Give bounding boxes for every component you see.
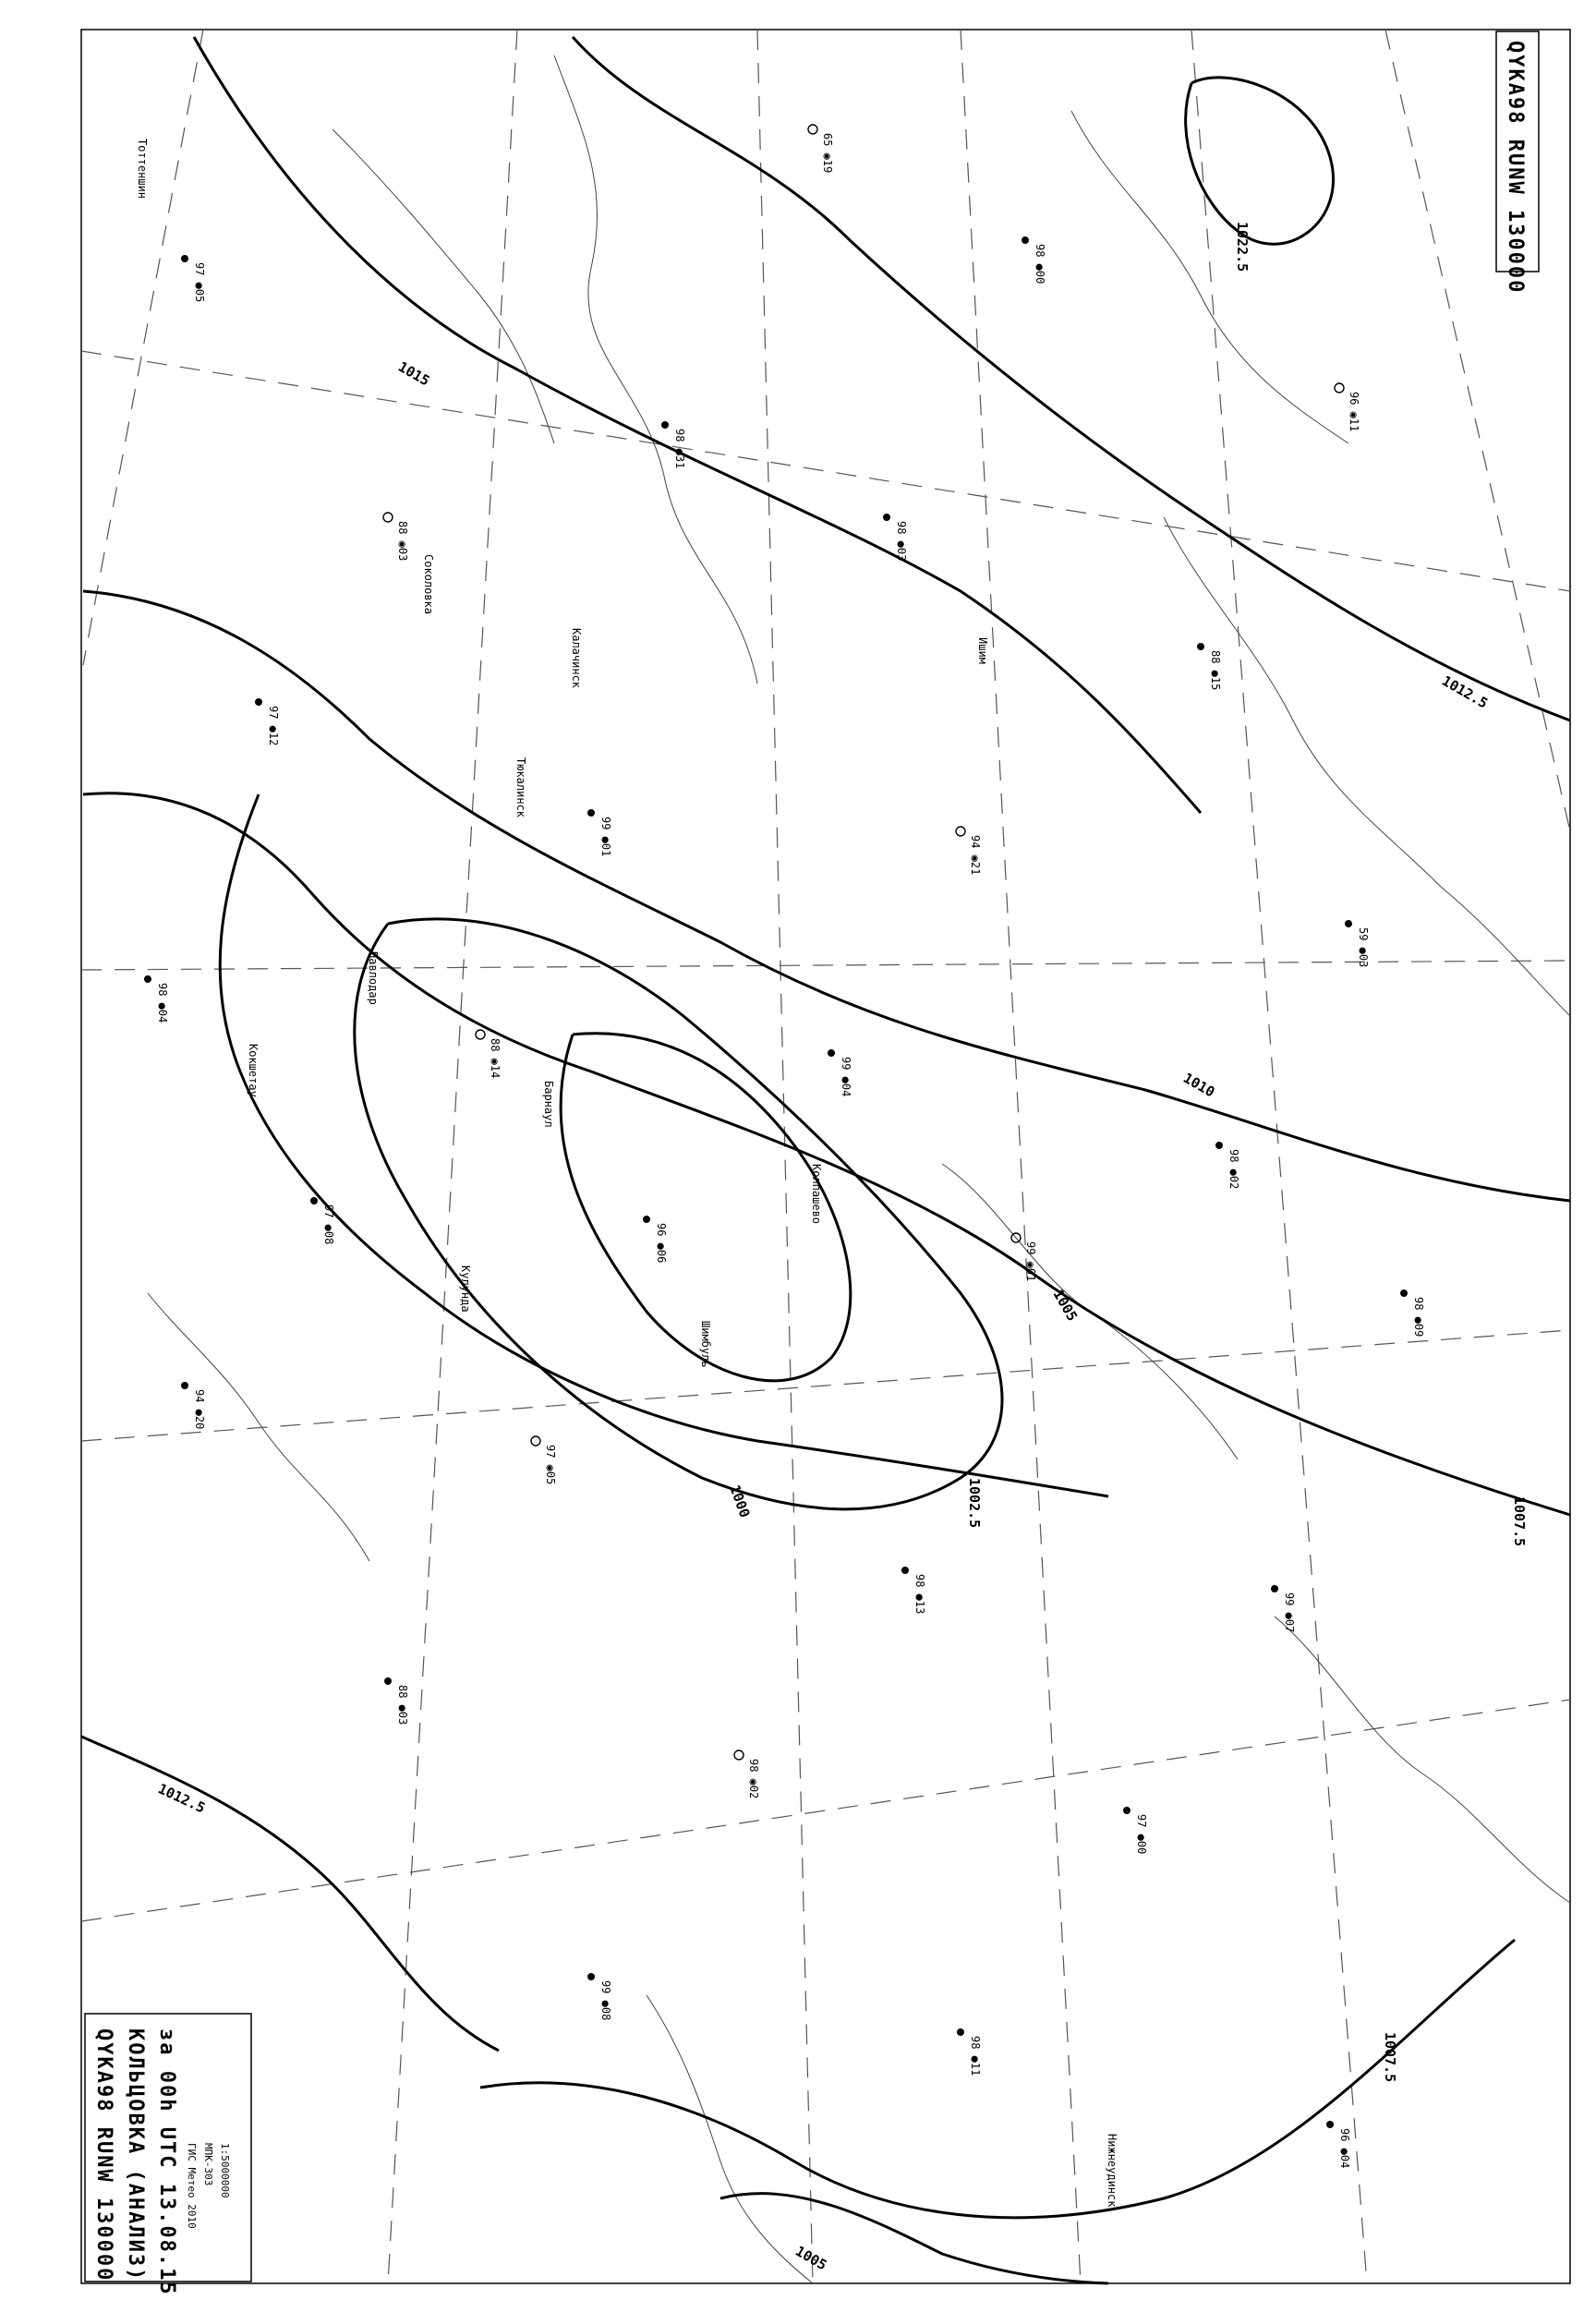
- station: [255, 698, 280, 745]
- station: [310, 1197, 335, 1244]
- title-footer-2: МПК-303: [202, 2143, 214, 2186]
- station-label: 88 ●03: [396, 1685, 409, 1725]
- station-label: 94 ◉21: [969, 835, 982, 876]
- station: [181, 1382, 206, 1429]
- isobar-1010: [83, 591, 1570, 1201]
- place-name: Нижнеудинск: [1106, 2134, 1118, 2208]
- station-label: 88 ◉03: [396, 521, 409, 562]
- title-footer-1: ГИС Метео 2010: [186, 2143, 198, 2229]
- station: [1022, 236, 1046, 284]
- station-label: 97 ◉05: [544, 1445, 557, 1485]
- station-label: 98 ●03: [895, 521, 908, 562]
- station-label: 98 ●02: [1227, 1149, 1240, 1190]
- station: [883, 514, 908, 561]
- station-label: 98 ●04: [156, 983, 169, 1023]
- station-label: 98 ●13: [913, 1574, 926, 1615]
- station-label: 98 ◉02: [747, 1759, 760, 1799]
- rivers-borders: [148, 55, 1570, 2283]
- header-code-box: [1496, 31, 1539, 294]
- isobar-label: 1002.5: [966, 1478, 983, 1529]
- place-name: Барнаул: [542, 1081, 555, 1128]
- place-name: Ишим: [976, 637, 989, 664]
- station-label: 88 ●15: [1209, 650, 1222, 691]
- isobar-label: 1012.5: [1439, 672, 1491, 712]
- isobar-1012.5-s: [81, 1737, 499, 2051]
- place-name: Павлодар: [367, 951, 380, 1005]
- station: [957, 2028, 982, 2076]
- station-label: 97 ●08: [322, 1204, 335, 1245]
- isobar-label: 1005: [1049, 1287, 1082, 1325]
- isobar-label: 1000: [726, 1483, 754, 1520]
- isobar-label: 1007.5: [1511, 1496, 1528, 1547]
- station-label: 97 ●05: [193, 262, 206, 303]
- station: [1326, 2121, 1351, 2168]
- station: [144, 975, 169, 1023]
- map-frame: [81, 30, 1570, 2283]
- station-label: 98 ●11: [969, 2036, 982, 2076]
- place-name: Колпашево: [810, 1164, 823, 1225]
- isobar-1012.5-n: [573, 37, 1570, 720]
- title-code: QYKA98 RUNW 130000: [92, 2028, 115, 2282]
- station-label: 99 ●01: [599, 817, 612, 857]
- station: [808, 125, 834, 173]
- isobar-label: 1007.5: [1382, 2032, 1398, 2083]
- station: [1400, 1289, 1425, 1337]
- place-name: Шимбуль: [699, 1321, 712, 1368]
- isobar-label: 1022.5: [1234, 222, 1251, 272]
- station: [1335, 383, 1360, 431]
- station: [383, 513, 409, 561]
- isobar-1022.5: [1186, 78, 1334, 244]
- isobars: [81, 37, 1570, 2283]
- place-name: Тюкалинск: [514, 757, 527, 818]
- place-name: Кулунда: [459, 1265, 472, 1313]
- isobar-label: 1015: [395, 357, 433, 390]
- station-label: 98 ●31: [673, 429, 686, 469]
- station-label: 96 ●04: [1338, 2128, 1351, 2169]
- title-footer-3: 1:5000000: [219, 2143, 231, 2198]
- station: [643, 1216, 668, 1263]
- station: [1215, 1142, 1240, 1189]
- station: [587, 809, 612, 856]
- isobar-label: 1010: [1180, 1069, 1218, 1101]
- place-name: Кокшетау: [247, 1044, 260, 1097]
- station: [181, 255, 206, 302]
- title-time: за 00h UTC 13.08.15: [155, 2028, 178, 2296]
- station-label: 98 ●00: [1034, 244, 1046, 284]
- title-block: [85, 2014, 251, 2296]
- place-name: Соколовка: [422, 554, 435, 615]
- station: [384, 1677, 409, 1725]
- station: [476, 1030, 502, 1078]
- isobar-1007.5-s: [480, 1940, 1515, 2218]
- station-label: 96 ●06: [655, 1223, 668, 1264]
- station: [901, 1567, 926, 1614]
- station-label: 97 ●00: [1135, 1814, 1148, 1855]
- isobar-label: 1012.5: [155, 1780, 209, 1817]
- station-label: 97 ●12: [267, 706, 280, 746]
- station: [531, 1436, 557, 1484]
- station-label: 94 ●20: [193, 1389, 206, 1430]
- station-label: 98 ●09: [1412, 1297, 1425, 1338]
- place-names: [136, 139, 1118, 2208]
- station-label: 59 ●03: [1357, 927, 1370, 968]
- station: [828, 1049, 852, 1096]
- station: [1011, 1233, 1037, 1281]
- graticule: [81, 30, 1570, 2283]
- station: [956, 827, 982, 875]
- station-label: 99 ●08: [599, 1980, 612, 2021]
- station: [1123, 1807, 1148, 1854]
- station: [734, 1750, 760, 1798]
- station-label: 99 ●04: [840, 1057, 852, 1097]
- station-label: 99 ◉01: [1024, 1241, 1037, 1282]
- header-code: QYKA98 RUNW 130000: [1504, 41, 1527, 295]
- station-label: 65 ◉19: [821, 133, 834, 174]
- place-name: Тоттеншин: [136, 139, 149, 200]
- station: [1271, 1585, 1296, 1632]
- isobar-1015: [194, 37, 1201, 813]
- title-name: КОЛЬЦОВКА (АНАЛИЗ): [124, 2028, 147, 2282]
- station: [1197, 643, 1222, 690]
- station-label: 96 ◉11: [1348, 392, 1360, 432]
- station: [587, 1973, 612, 2020]
- isobar-label: 1005: [792, 2242, 830, 2274]
- station-label: 88 ◉14: [489, 1038, 502, 1079]
- station-label: 99 ●07: [1283, 1592, 1296, 1633]
- station: [1345, 920, 1370, 967]
- isobar-1005: [220, 794, 1108, 1496]
- place-name: Калачинск: [570, 628, 583, 689]
